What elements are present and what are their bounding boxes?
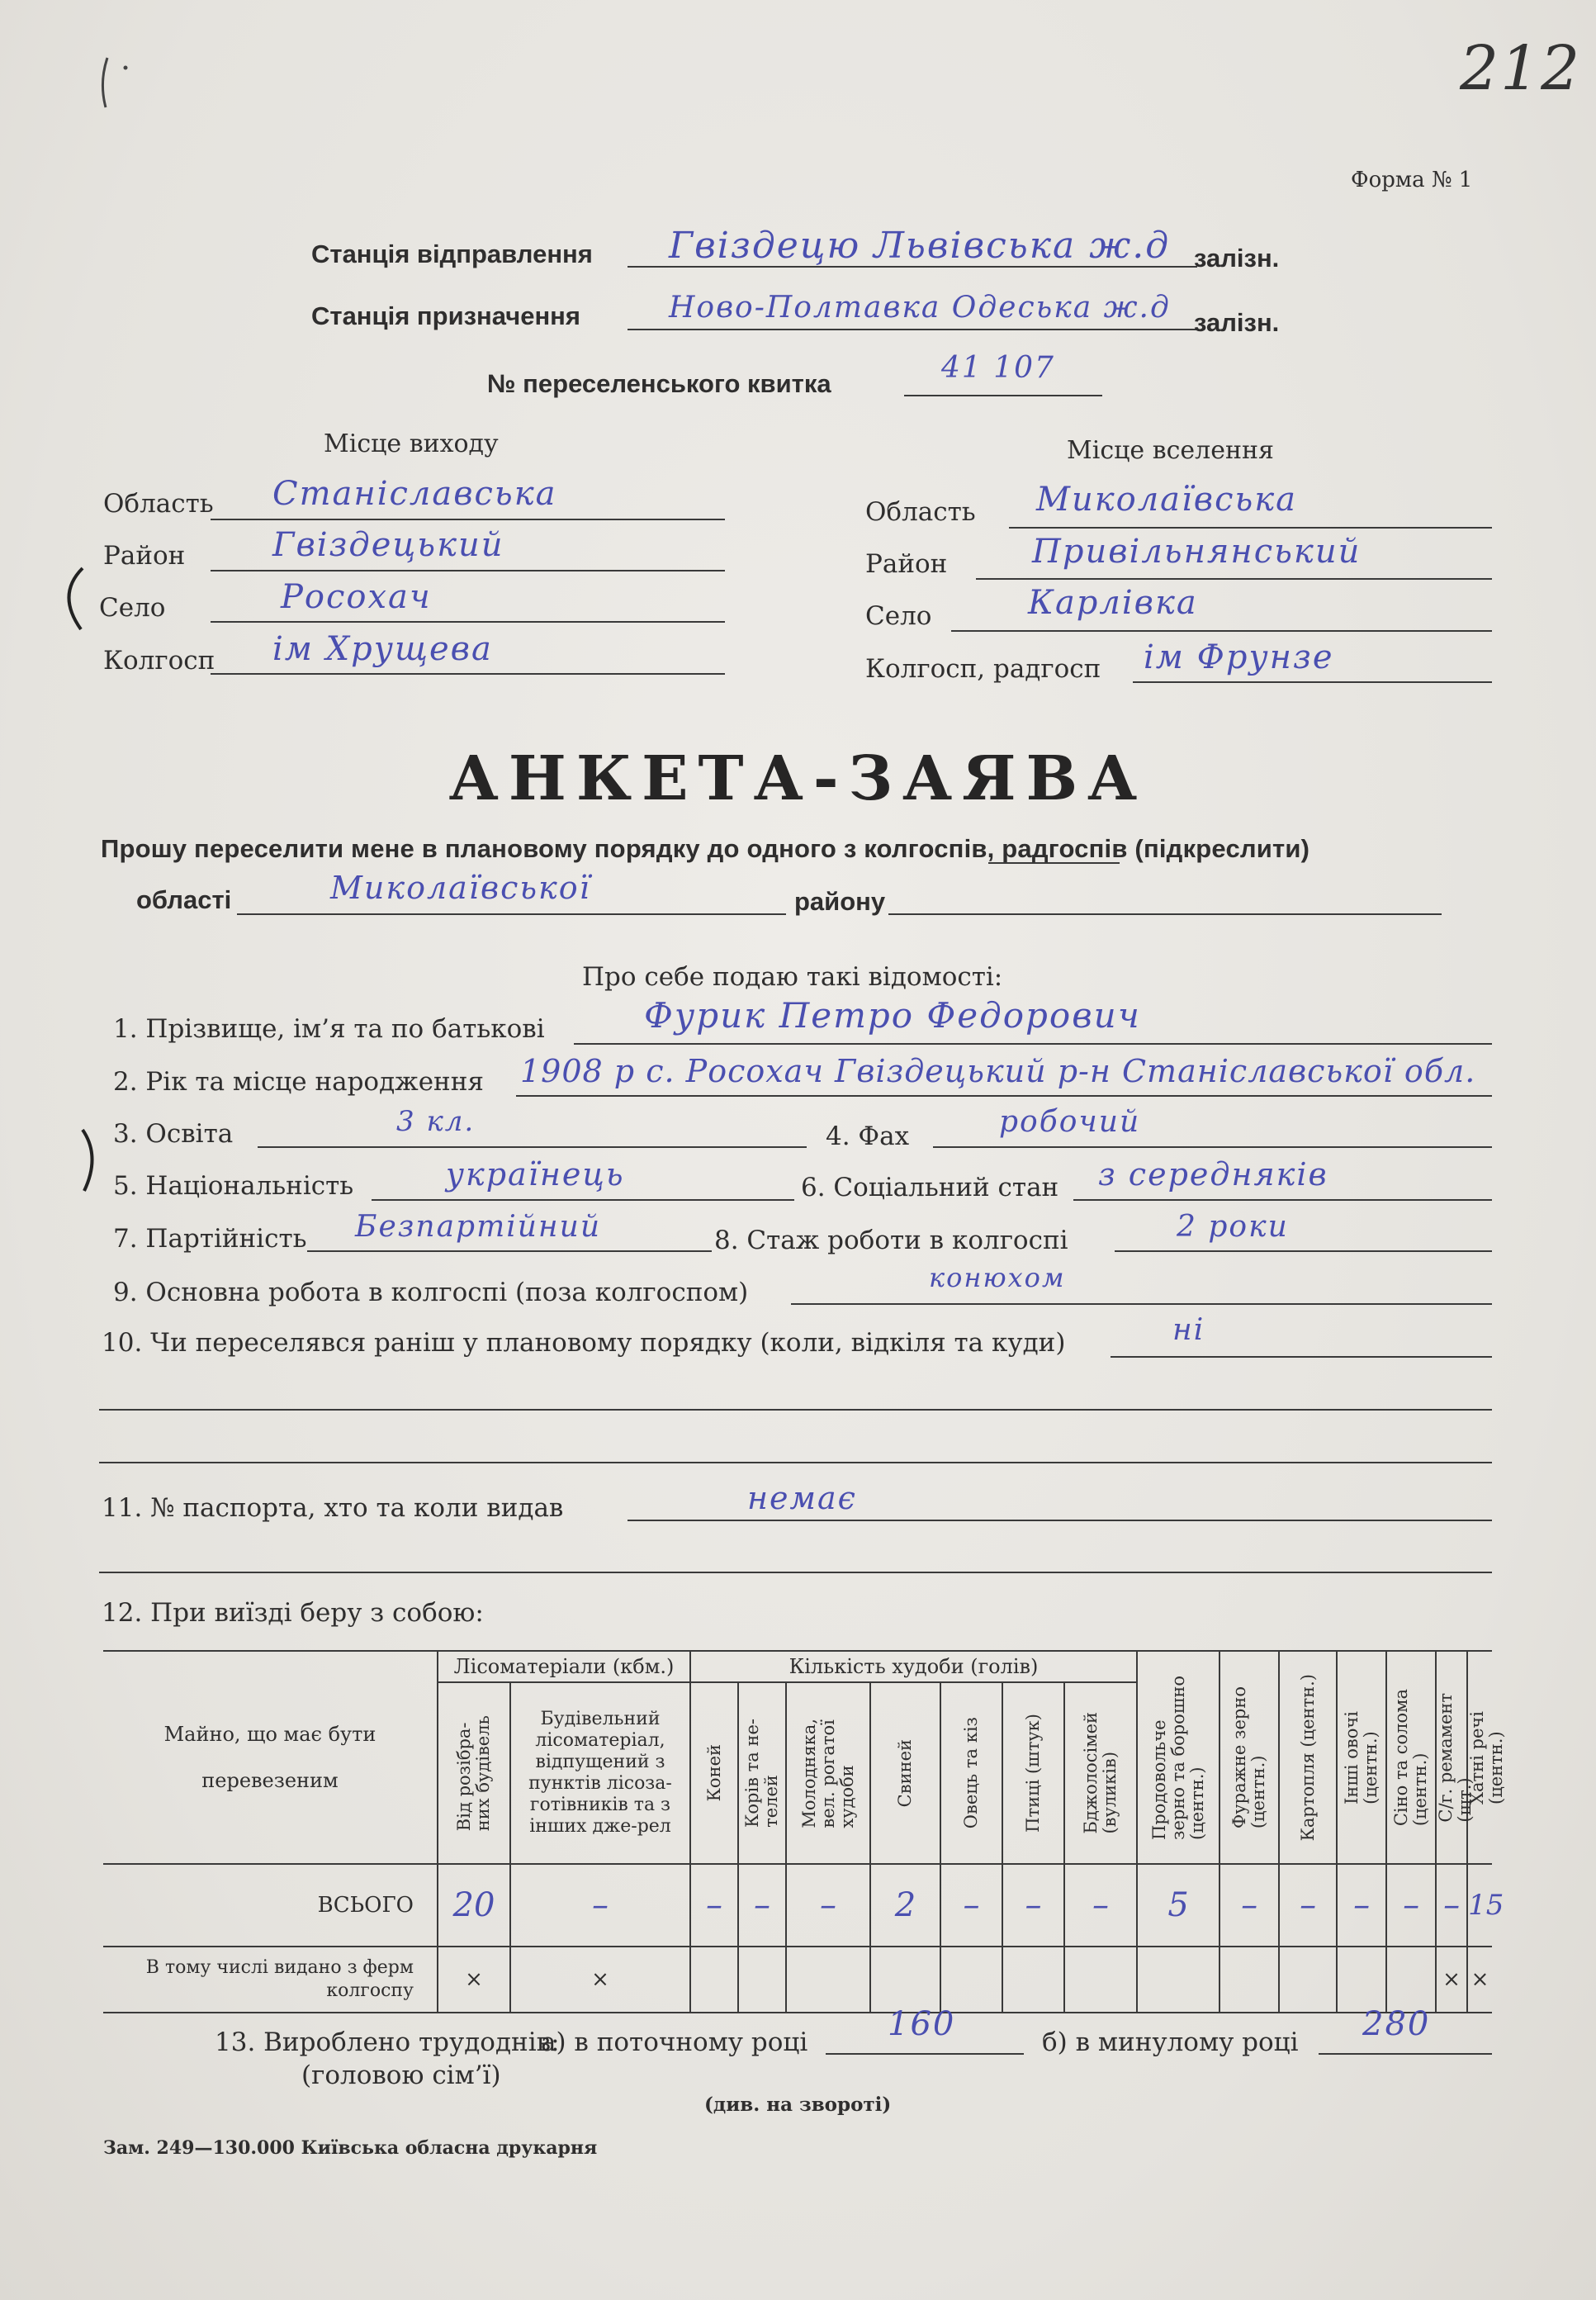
header-cows: Корів та не- телей bbox=[738, 1682, 786, 1864]
header-group-timber: Лісоматеріали (кбм.) bbox=[438, 1651, 690, 1682]
q11-value: немає bbox=[747, 1480, 857, 1516]
workdays-last-value: 280 bbox=[1362, 2005, 1431, 2043]
cell-farm bbox=[1279, 1947, 1337, 2013]
destination-heading: Місце вселення bbox=[1067, 436, 1274, 465]
origin-selo-label: Село bbox=[99, 593, 166, 623]
cell-total: – bbox=[690, 1864, 738, 1947]
q1-label: 1. Прізвище, ім’я та по батькові bbox=[113, 1014, 545, 1044]
header-group-livestock: Кількість худоби (голів) bbox=[690, 1651, 1137, 1682]
page-title: АНКЕТА-ЗАЯВА bbox=[448, 743, 1148, 814]
destination-station-suffix: залізн. bbox=[1194, 308, 1280, 337]
cell-farm bbox=[786, 1947, 870, 2013]
q8-label: 8. Стаж роботи в колгоспі bbox=[714, 1226, 1068, 1255]
destination-oblast-label: Область bbox=[865, 497, 976, 527]
table-row-total bbox=[103, 1864, 1492, 1947]
cell-farm: × bbox=[510, 1947, 690, 2013]
cell-farm bbox=[1219, 1947, 1279, 2013]
bracket-mark-icon bbox=[50, 562, 91, 636]
cell-total: – bbox=[940, 1864, 1002, 1947]
header-bees: Бджолосімей (вуликів) bbox=[1064, 1682, 1137, 1864]
departure-station-label: Станція відправлення bbox=[311, 239, 593, 268]
cell-total: – bbox=[1386, 1864, 1436, 1947]
request-oblast-label: області bbox=[136, 885, 232, 914]
q5-label: 5. Національність bbox=[113, 1171, 354, 1201]
cell-farm bbox=[1137, 1947, 1219, 2013]
destination-raion-value: Привільнянський bbox=[1032, 533, 1362, 571]
cell-farm bbox=[1002, 1947, 1064, 2013]
printer-imprint: Зам. 249—130.000 Київська обласна друкарня bbox=[103, 2137, 598, 2159]
header-household: Хатні речі (центн.) bbox=[1467, 1651, 1492, 1864]
workdays-label: 13. Вироблено трудоднів: bbox=[215, 2027, 560, 2057]
header-horses: Коней bbox=[690, 1682, 738, 1864]
header-hay: Сіно та солома (центн.) bbox=[1386, 1651, 1436, 1864]
table-row-farm bbox=[103, 1947, 1492, 2013]
see-back-note: (див. на звороті) bbox=[704, 2094, 892, 2116]
workdays-sublabel: (головою сім’ї) bbox=[301, 2061, 501, 2090]
origin-heading: Місце виходу bbox=[324, 429, 499, 458]
q8-value: 2 роки bbox=[1177, 1210, 1289, 1244]
intro-text: Про себе подаю такі відомості: bbox=[582, 962, 1003, 992]
destination-oblast-value: Миколаївська bbox=[1036, 481, 1297, 519]
bracket-mark-icon bbox=[74, 1123, 107, 1197]
request-text: Прошу переселити мене в плановому порядку до одного з колгоспів, радгоспів (підкреслити) bbox=[101, 834, 1310, 863]
header-property: Майно, що має бути перевезеним bbox=[103, 1651, 438, 1864]
q1-value: Фурик Петро Федорович bbox=[644, 995, 1141, 1036]
q10-label: 10. Чи переселявся раніш у плановому порядку (коли, відкіля та куди) bbox=[102, 1328, 1066, 1358]
ticket-value: 41 107 bbox=[941, 351, 1055, 385]
archive-number: 212 bbox=[1460, 33, 1582, 104]
destination-raion-label: Район bbox=[865, 549, 948, 579]
cell-total: – bbox=[1064, 1864, 1137, 1947]
destination-selo-label: Село bbox=[865, 601, 932, 631]
departure-station-value: Гвіздецю Львівська ж.д bbox=[669, 225, 1171, 267]
cell-farm bbox=[738, 1947, 786, 2013]
q7-value: Безпартійний bbox=[355, 1210, 602, 1244]
header-pigs: Свиней bbox=[870, 1682, 940, 1864]
cell-total: 2 bbox=[870, 1864, 940, 1947]
q7-label: 7. Партійність bbox=[113, 1224, 307, 1254]
q10-value: ні bbox=[1172, 1313, 1205, 1347]
cell-total: – bbox=[1436, 1864, 1467, 1947]
origin-kolhosp-value: ім Хрущева bbox=[272, 630, 493, 668]
header-potato: Картопля (центн.) bbox=[1279, 1651, 1337, 1864]
destination-selo-value: Карлівка bbox=[1028, 584, 1198, 622]
cell-farm bbox=[690, 1947, 738, 2013]
header-timber-building: Будівельний лісоматеріал, відпущений з пунктів лісоза-готівників та з інших дже-рел bbox=[510, 1682, 690, 1864]
cell-farm bbox=[1064, 1947, 1137, 2013]
departure-station-suffix: залізн. bbox=[1194, 244, 1280, 273]
q6-value: з середняків bbox=[1098, 1156, 1328, 1193]
q3-value: 3 кл. bbox=[396, 1105, 476, 1138]
q11-label: 11. № паспорта, хто та коли видав bbox=[102, 1493, 564, 1523]
cell-farm: × bbox=[1467, 1947, 1492, 2013]
q4-value: робочий bbox=[999, 1105, 1141, 1139]
q4-label: 4. Фах bbox=[826, 1122, 910, 1151]
cell-total: – bbox=[786, 1864, 870, 1947]
cell-total: 15 bbox=[1467, 1864, 1492, 1947]
q2-value: 1908 р с. Росохач Гвіздецький р-н Станіславської обл. bbox=[520, 1053, 1476, 1089]
cell-farm bbox=[1337, 1947, 1386, 2013]
goods-table bbox=[103, 1650, 1507, 2013]
cell-total: – bbox=[510, 1864, 690, 1947]
origin-raion-label: Район bbox=[103, 541, 186, 571]
header-sheep: Овець та кіз bbox=[940, 1682, 1002, 1864]
cell-total: – bbox=[1002, 1864, 1064, 1947]
header-vegetables: Інші овочі (центн.) bbox=[1337, 1651, 1386, 1864]
q12-label: 12. При виїзді беру з собою: bbox=[102, 1598, 484, 1628]
q2-label: 2. Рік та місце народження bbox=[113, 1067, 484, 1097]
header-birds: Птиці (штук) bbox=[1002, 1682, 1064, 1864]
header-young: Молодняка, вел. рогатої худоби bbox=[786, 1682, 870, 1864]
ink-mark-icon bbox=[91, 50, 140, 116]
destination-station-value: Ново-Полтавка Одеська ж.д bbox=[669, 291, 1171, 325]
cell-farm bbox=[940, 1947, 1002, 2013]
cell-total: – bbox=[1279, 1864, 1337, 1947]
q9-label: 9. Основна робота в колгоспі (поза колгоспом) bbox=[113, 1278, 749, 1307]
q5-value: українець bbox=[446, 1156, 625, 1193]
cell-farm: × bbox=[438, 1947, 510, 2013]
header-fodder: Фуражне зерно (центн.) bbox=[1219, 1651, 1279, 1864]
cell-total: 5 bbox=[1137, 1864, 1219, 1947]
cell-total: – bbox=[1337, 1864, 1386, 1947]
header-timber-own: Від розібра- них будівель bbox=[438, 1682, 510, 1864]
header-tools: С/г. ремамент (шт.) bbox=[1436, 1651, 1467, 1864]
cell-total: – bbox=[1219, 1864, 1279, 1947]
cell-farm bbox=[1386, 1947, 1436, 2013]
request-oblast-value: Миколаївської bbox=[330, 870, 591, 906]
q9-value: конюхом bbox=[929, 1262, 1066, 1293]
workdays-last-label: б) в минулому році bbox=[1042, 2027, 1299, 2057]
workdays-current-label: а) в поточному році bbox=[541, 2027, 808, 2057]
header-grain: Продовольче зерно та борошно (центн.) bbox=[1137, 1651, 1219, 1864]
form-number: Форма № 1 bbox=[1351, 168, 1473, 192]
cell-total: – bbox=[738, 1864, 786, 1947]
request-raion-label: району bbox=[794, 887, 886, 916]
cell-farm bbox=[870, 1947, 940, 2013]
cell-total: 20 bbox=[438, 1864, 510, 1947]
origin-oblast-value: Станіславська bbox=[272, 475, 557, 513]
q6-label: 6. Соціальний стан bbox=[801, 1173, 1059, 1202]
origin-oblast-label: Область bbox=[103, 489, 214, 519]
workdays-current-value: 160 bbox=[888, 2005, 956, 2043]
origin-kolhosp-label: Колгосп bbox=[103, 646, 215, 676]
row-total-label: ВСЬОГО bbox=[103, 1864, 438, 1947]
destination-kolhosp-label: Колгосп, радгосп bbox=[865, 654, 1101, 684]
destination-station-label: Станція призначення bbox=[311, 301, 580, 330]
destination-kolhosp-value: ім Фрунзе bbox=[1144, 638, 1334, 676]
ticket-label: № переселенського квитка bbox=[487, 369, 831, 398]
q3-label: 3. Освіта bbox=[113, 1119, 234, 1149]
origin-selo-value: Росохач bbox=[281, 578, 432, 616]
row-farm-label: В тому числі видано з ферм колгоспу bbox=[103, 1947, 438, 2013]
cell-farm: × bbox=[1436, 1947, 1467, 2013]
origin-raion-value: Гвіздецький bbox=[272, 526, 504, 564]
